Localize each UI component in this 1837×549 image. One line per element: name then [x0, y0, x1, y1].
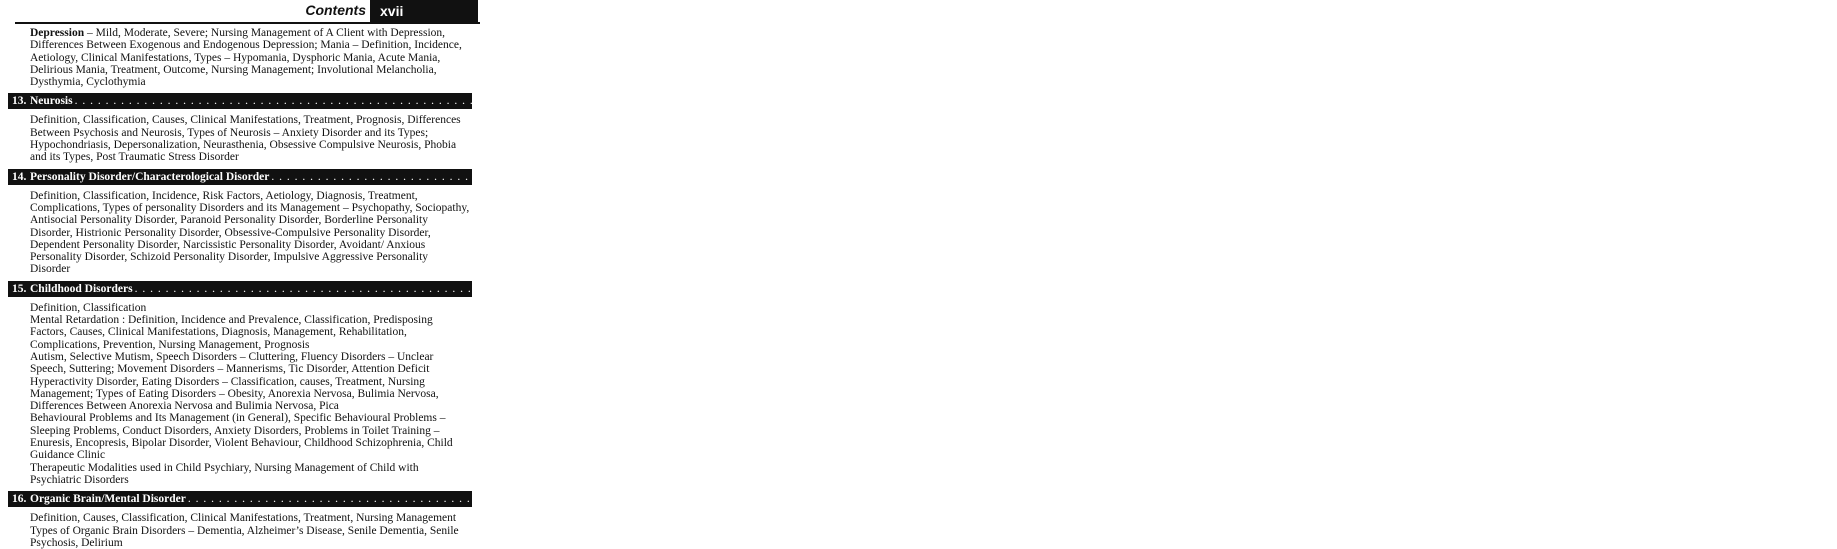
chapter-page-number: 465 — [1682, 282, 1700, 295]
topic-paragraph: Definition, Causes, Classification, Clinical Manifestations, Treatment, Nursing Management Types of Organic Brain Disorders – Dementia, Alzheimer’s Disease, Senile Dementia, Senile Psychosis, Delirium — [30, 512, 459, 549]
intro-text: – Mild, Moderate, Severe; Nursing Management of A Client with Depression, Differences Between Exogenous and Endogenous Depression; Mania – Definition, Incidence, Aetiology, Clinical Manifestations, Types – Hypomania, Dysphoric Mania, Acute Mania, Delirious Mania, Treatment, Outcome, Nursing Management; Involutional Melancholia, Dysthymia, Cyclothymia — [30, 27, 462, 89]
intro-block — [8, 27, 472, 88]
chapter-number: 14. — [12, 170, 27, 183]
chapter-list — [8, 93, 1837, 549]
topic-paragraph: Definition, Classification, Incidence, Risk Factors, Aetiology, Diagnosis, Treatment, Complications, Types of personality Disorders and its Management – Psychopathy, Sociopathy, Antisocial Personality Disorder, Paranoid Personality Disorder, Borderline Personality Disorder, Histrionic Personality Disorder, Obsessive-Compulsive Personality Disorder, Dependent Personality Disorder, Narcissistic Personality Disorder, Avoidant/ Anxious Personality Disorder, Schizoid Personality Disorder, Impulsive Aggressive Personality Disorder — [30, 189, 470, 276]
chapter-title: Childhood Disorders — [30, 282, 133, 295]
chapter-topics — [8, 512, 472, 549]
topic-paragraph: Behavioural Problems and Its Management (in General), Specific Behavioural Problems – Sleeping Problems, Conduct Disorders, Anxiety Disorders, Problems in Toilet Training – Enuresis, Encopresis, Bipolar Disorder, Violent Behaviour, Childhood Schizophrenia, Child Guidance Clinic — [30, 412, 453, 462]
topic-paragraph: Mental Retardation : Definition, Incidence and Prevalence, Classification, Predisposing Factors, Causes, Clinical Manifestations, Diagnosis, Management, Rehabilitation, Complications, Prevention, Nursing Management, Prognosis — [30, 314, 433, 351]
topic-paragraph: Therapeutic Modalities used in Child Psychiary, Nursing Management of Child with Psychiatric Disorders — [30, 461, 419, 486]
dot-leader: . . . . . . . . . . . . . . . . . . . . . . . . . . . . . . . . . . . . . . . . . . . . . . . . . . . . . . . . . . . . . . . . . . . . . . . . . . . . . . . . . . . . . . . . . . . . . . . . . . . . . . . . . . . . . . . . . . . . . . . . . . . . . . . . . . . . . . . . . . . . . . . . . . . . . . . . . . . . . . . . . . . . . . . . . . . . . . . . . . . . . . . . . . . . . . . . . . . . . . . . — [271, 170, 1818, 183]
header-rule — [15, 22, 480, 24]
chapter-title: Personality Disorder/Characterological Disorder — [30, 170, 270, 183]
chapter-topics — [8, 302, 472, 486]
chapter-page-number: 415 — [1622, 95, 1640, 108]
chapter-page-number: 542 — [1736, 493, 1754, 506]
chapter-topics — [8, 190, 472, 276]
chapter-page-number: 444 — [1819, 170, 1837, 183]
topic-paragraph: Definition, Classification, Causes, Clinical Manifestations, Treatment, Prognosis, Differences Between Psychosis and Neurosis, Types of Neurosis – Anxiety Disorder and its Types; Hypochondriasis, Depersonalization, Neurasthenia, Obsessive Compulsive Neurosis, Phobia and its Types, Post Traumatic Stress Disorder — [30, 114, 461, 164]
page-number: xvii — [370, 0, 478, 22]
dot-leader: . . . . . . . . . . . . . . . . . . . . . . . . . . . . . . . . . . . . . . . . . . . . . . . . . . . . . . . . . . . . . . . . . . . . . . . . . . . . . . . . . . . . . . . . . . . . . . . . . . . . . . . . . . . . . . . . . . . . . . . . . . . . . . . . . . . . . . . . . . . . . . . . . . . . . . . . . . . . . . . . . . . . . . . . . . . . . . . . . . . . . . . . . . . . . . . . . . . . . . . . — [187, 493, 1734, 506]
chapter-heading[interactable] — [8, 281, 1700, 297]
chapter-number: 15. — [12, 282, 27, 295]
page-header — [0, 0, 480, 24]
intro-paragraph — [30, 27, 470, 88]
dot-leader: . . . . . . . . . . . . . . . . . . . . . . . . . . . . . . . . . . . . . . . . . . . . . . . . . . . . . . . . . . . . . . . . . . . . . . . . . . . . . . . . . . . . . . . . . . . . . . . . . . . . . . . . . . . . . . . . . . . . . . . . . . . . . . . . . . . . . . . . . . . . . . . . . . . . . . . . . . . . . . . . . . . . . . . . . . . . . . . . . . . . . . . . . . . . . . . . . . . . . . . . — [74, 95, 1621, 108]
toc-content — [8, 27, 1837, 549]
chapter-title: Organic Brain/Mental Disorder — [30, 493, 186, 506]
topic-paragraph: Autism, Selective Mutism, Speech Disorders – Cluttering, Fluency Disorders – Unclear Speech, Suttering; Movement Disorders – Mannerisms, Tic Disorder, Attention Deficit Hyperactivity Disorder, Eating Disorders – Classification, causes, Treatment, Nursing Management; Types of Eating Disorders – Obesity, Anorexia Nervosa, Bulimia Nervosa, Differences Between Anorexia Nervosa and Bulimia Nervosa, Pica — [30, 350, 439, 413]
chapter-topics — [8, 114, 472, 163]
dot-leader: . . . . . . . . . . . . . . . . . . . . . . . . . . . . . . . . . . . . . . . . . . . . . . . . . . . . . . . . . . . . . . . . . . . . . . . . . . . . . . . . . . . . . . . . . . . . . . . . . . . . . . . . . . . . . . . . . . . . . . . . . . . . . . . . . . . . . . . . . . . . . . . . . . . . . . . . . . . . . . . . . . . . . . . . . . . . . . . . . . . . . . . . . . . . . . . . . . . . . . . . — [134, 282, 1681, 295]
chapter-number: 16. — [12, 493, 27, 506]
topic-paragraph: Definition, Classification — [30, 301, 147, 314]
chapter-title: Neurosis — [30, 95, 73, 108]
chapter-number: 13. — [12, 95, 27, 108]
chapter-heading[interactable] — [8, 169, 1837, 185]
chapter-heading[interactable] — [8, 491, 1754, 507]
chapter-heading[interactable] — [8, 93, 1640, 109]
intro-lead: Depression — [30, 27, 85, 39]
running-title: Contents — [305, 2, 366, 18]
